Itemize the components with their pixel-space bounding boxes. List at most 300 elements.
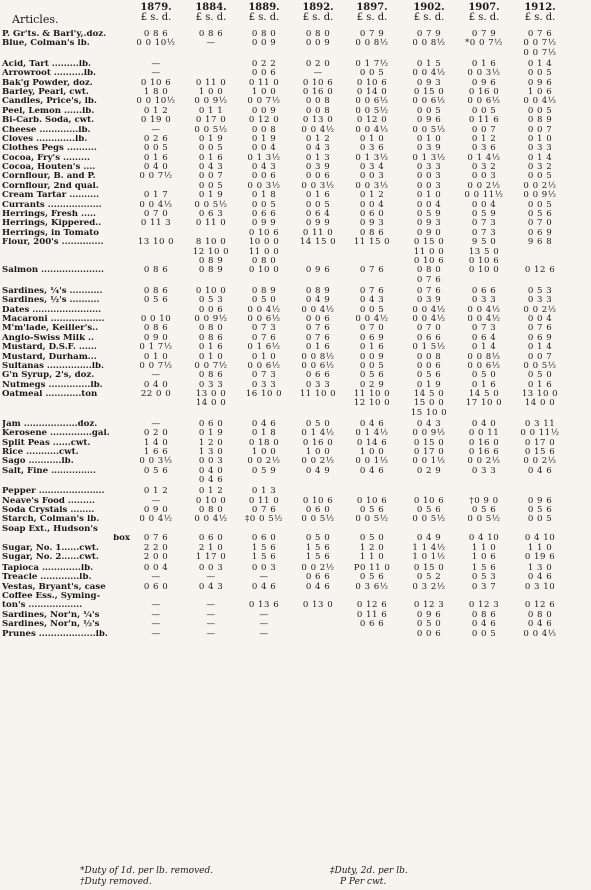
price-cell: 0 11 6 xyxy=(468,115,500,126)
price-cell: 0 0 3½ xyxy=(355,180,389,191)
price-cell: 0 0 6½ xyxy=(301,360,335,371)
price-cell: 0 3 6 xyxy=(471,143,497,154)
table-row xyxy=(0,306,591,315)
price-cell: 0 7 6 xyxy=(251,332,277,343)
price-cell: 0 0 3 xyxy=(416,171,442,182)
table-header xyxy=(0,0,591,30)
table-row xyxy=(0,553,591,564)
price-cell: 0 4 9 xyxy=(416,533,442,544)
price-cell: 1 5 6 xyxy=(251,542,277,553)
price-cell: 0 1 3 xyxy=(305,152,331,163)
article-name: Herrings, in Tomato xyxy=(2,228,99,238)
price-cell: 0 1 7½ xyxy=(139,342,173,353)
price-cell: 0 0 4½ xyxy=(301,124,335,135)
price-cell: 0 5 0 xyxy=(527,370,553,381)
price-cell: 0 12 6 xyxy=(524,600,556,611)
price-cell: 0 8 6 xyxy=(143,29,169,39)
price-cell: 0 3 3 xyxy=(471,295,497,306)
price-cell: 0 0 8 xyxy=(251,124,277,135)
price-cell: 0 6 0 xyxy=(198,533,224,544)
price-cell: 0 0 3½ xyxy=(139,456,173,467)
article-name: Anglo-Swiss Milk .. xyxy=(2,333,94,343)
price-cell: 0 9 6 xyxy=(471,77,497,88)
price-cell: 0 2 6 xyxy=(143,133,169,144)
price-cell: 0 6 6 xyxy=(471,285,497,296)
price-cell: 0 0 11½ xyxy=(520,428,560,439)
price-cell: 0 3 9 xyxy=(416,295,442,306)
price-cell: 0 0 7½ xyxy=(523,38,557,49)
article-name: Clothes Pegs .......... xyxy=(2,144,97,154)
price-cell: — xyxy=(206,628,216,639)
price-cell: 0 8 6 xyxy=(471,609,497,620)
price-cell: 0 1 6 xyxy=(527,379,553,390)
price-cell: 0 3 2½ xyxy=(412,581,446,592)
price-cell: 0 0 10 xyxy=(140,313,172,324)
price-cell: 0 5 0 xyxy=(305,418,331,429)
price-cell: 0 0 6½ xyxy=(355,96,389,107)
price-cell: 0 16 6 xyxy=(468,447,500,458)
price-cell: 0 0 2½ xyxy=(523,456,557,467)
price-cell: 0 3 3 xyxy=(198,379,224,390)
price-cell: — xyxy=(206,38,216,49)
price-cell: 0 1 4 xyxy=(527,342,553,353)
article-name: M'm'lade, Keiller's.. xyxy=(2,324,99,334)
price-cell: 11 15 0 xyxy=(353,237,391,248)
unit-heading: £ s. d. xyxy=(524,12,556,23)
price-cell: 14 5 0 xyxy=(468,389,500,400)
table-body xyxy=(0,30,591,639)
price-cell: 0 0 4½ xyxy=(412,68,446,79)
price-cell: 13 10 0 xyxy=(521,389,559,400)
price-cell: 1 0 0 xyxy=(359,447,385,458)
table-row xyxy=(0,583,591,592)
price-cell: 0 7 3 xyxy=(471,323,497,334)
price-cell: 0 4 0 xyxy=(143,162,169,173)
price-cell: 1 1 0 xyxy=(527,542,553,553)
price-cell: 1 2 0 xyxy=(198,437,224,448)
price-cell: 0 4 6 xyxy=(251,581,277,592)
price-cell: 0 12 6 xyxy=(524,265,556,276)
footnote-2: †Duty removed. xyxy=(80,877,152,887)
price-cell: 0 19 0 xyxy=(140,115,172,126)
article-name: Barley, Pearl, cwt. xyxy=(2,87,89,97)
price-cell: 0 0 11½ xyxy=(464,190,504,201)
table-row xyxy=(0,49,591,60)
price-cell: 0 0 5 xyxy=(305,199,331,210)
price-cell: 0 0 3 xyxy=(198,456,224,467)
table-row xyxy=(0,467,591,476)
article-name: Salmon ..................... xyxy=(2,266,104,276)
price-cell: 0 12 0 xyxy=(356,115,388,126)
price-cell: 0 0 6 xyxy=(305,171,331,182)
price-cell: 0 15 0 xyxy=(413,86,445,97)
price-cell: 0 3 6 xyxy=(359,143,385,154)
price-cell: 0 9 6 xyxy=(416,115,442,126)
price-cell: 0 3 3 xyxy=(527,295,553,306)
price-cell: 0 4 6 xyxy=(305,581,331,592)
price-cell: 0 0 5 xyxy=(198,180,224,191)
price-cell: 0 4 0 xyxy=(471,418,497,429)
price-cell: 0 6 6 xyxy=(251,209,277,220)
price-cell: 0 9 3 xyxy=(359,218,385,229)
table-row xyxy=(0,420,591,429)
price-cell: 0 0 2½ xyxy=(467,456,501,467)
article-name: Cornflour, 2nd qual. xyxy=(2,181,99,191)
price-cell: 0 7 6 xyxy=(416,285,442,296)
price-cell: 0 0 8 xyxy=(416,351,442,362)
price-cell: 0 1 2 xyxy=(305,133,331,144)
price-cell: — xyxy=(151,628,161,639)
price-cell: 22 0 0 xyxy=(140,389,172,400)
price-cell: 0 0 5 xyxy=(143,143,169,154)
table-row xyxy=(0,287,591,296)
price-cell: 0 4 6 xyxy=(251,418,277,429)
price-cell: 0 0 2½ xyxy=(301,456,335,467)
article-name: Cream Tartar .......... xyxy=(2,191,100,201)
article-name: Blue, Colman's lb. xyxy=(2,39,90,49)
price-cell: — xyxy=(206,609,216,620)
article-name: Starch, Colman's lb. xyxy=(2,515,100,525)
article-name: Cloves .............lb. xyxy=(2,134,88,144)
price-cell: 0 1 4½ xyxy=(467,152,501,163)
price-cell: 1 5 6 xyxy=(305,551,331,562)
table-row xyxy=(0,534,591,543)
price-cell: 0 0 8½ xyxy=(412,38,446,49)
price-cell: 0 6 0 xyxy=(143,581,169,592)
price-cell: 0 1 2 xyxy=(143,105,169,116)
price-cell: 0 1 3½ xyxy=(355,152,389,163)
table-row xyxy=(0,497,591,506)
price-cell: 0 0 6½ xyxy=(467,96,501,107)
price-cell: 0 0 6½ xyxy=(247,313,281,324)
article-name: Neave's Food ......... xyxy=(2,496,95,506)
price-cell: 0 0 3½ xyxy=(247,180,281,191)
price-cell: 0 5 9 xyxy=(471,209,497,220)
price-cell: 0 3 4 xyxy=(359,162,385,173)
table-row xyxy=(0,154,591,163)
table-row xyxy=(0,592,591,601)
article-name: Salt, Fine ............... xyxy=(2,466,96,476)
price-cell: 0 0 5½ xyxy=(467,514,501,525)
price-cell: 0 9 6 xyxy=(416,609,442,620)
price-cell: 1 8 0 xyxy=(143,86,169,97)
price-cell: 0 1 6 xyxy=(305,342,331,353)
table-row xyxy=(0,69,591,78)
price-cell: 0 8 6 xyxy=(143,265,169,276)
article-name: P. Gr'ts. & Barl'y,.doz. xyxy=(2,30,107,39)
price-cell: 0 6 6 xyxy=(416,332,442,343)
table-row xyxy=(0,381,591,390)
unit-heading: £ s. d. xyxy=(356,12,388,23)
article-name: Tapioca .............lb. xyxy=(2,563,94,573)
price-cell: 0 9 3 xyxy=(416,77,442,88)
price-cell: 0 0 11 xyxy=(468,428,500,439)
article-name: Soda Crystals ........ xyxy=(2,505,95,515)
price-cell: 0 2 0 xyxy=(305,58,331,69)
price-cell: 0 7 6 xyxy=(527,323,553,334)
price-cell: 0 0 5 xyxy=(527,514,553,525)
price-cell: 1 5 6 xyxy=(251,551,277,562)
table-row xyxy=(0,448,591,457)
price-cell: 0 4 3 xyxy=(251,162,277,173)
price-cell: 1 1 4½ xyxy=(412,542,446,553)
price-cell: 0 10 0 xyxy=(248,265,280,276)
price-cell: 0 0 4½ xyxy=(247,304,281,315)
price-cell: 0 1 6 xyxy=(471,58,497,69)
price-cell: 0 3 2 xyxy=(471,162,497,173)
price-cell: 0 2 2 xyxy=(251,58,277,69)
price-cell: 0 1 9 xyxy=(416,379,442,390)
article-name: box xyxy=(113,534,130,544)
price-cell: 0 0 9 xyxy=(251,38,277,49)
price-cell: 0 1 4 xyxy=(527,58,553,69)
price-cell: 0 0 8 xyxy=(305,105,331,116)
article-name: Rice ...........cwt. xyxy=(2,448,79,458)
price-cell: 0 0 6 xyxy=(251,171,277,182)
price-cell: 0 5 6 xyxy=(416,504,442,515)
price-cell: 0 12 3 xyxy=(413,600,445,611)
price-cell: 0 0 7 xyxy=(527,124,553,135)
price-cell: 0 0 1½ xyxy=(355,456,389,467)
price-cell: 0 0 4½ xyxy=(194,514,228,525)
table-row xyxy=(0,266,591,275)
price-cell: 0 0 5 xyxy=(416,105,442,116)
price-cell: 0 5 3 xyxy=(471,572,497,583)
article-name: Peel, Lemon ......lb. xyxy=(2,106,95,116)
unit-heading: £ s. d. xyxy=(468,12,500,23)
price-cell: 0 0 7½ xyxy=(194,360,228,371)
price-cell: 0 0 9½ xyxy=(412,428,446,439)
price-cell: 0 8 9 xyxy=(198,265,224,276)
price-cell: 0 1 3½ xyxy=(412,152,446,163)
price-cell: — xyxy=(259,628,269,639)
price-cell: 1 0 6 xyxy=(471,551,497,562)
price-cell: ‡0 0 5½ xyxy=(245,514,283,525)
price-cell: 0 0 7½ xyxy=(139,171,173,182)
price-cell: — xyxy=(151,370,161,381)
price-cell: 0 5 6 xyxy=(359,504,385,515)
article-name: Jam ..................doz. xyxy=(2,419,98,429)
price-cell: 0 7 6 xyxy=(305,332,331,343)
price-cell: 0 1 5½ xyxy=(412,342,446,353)
price-cell: 0 8 6 xyxy=(198,370,224,381)
price-cell: 0 7 6 xyxy=(359,285,385,296)
price-cell: 0 11 0 xyxy=(248,77,280,88)
price-cell: 0 0 5½ xyxy=(301,514,335,525)
article-name: Sardines, Nor'n, ¼'s xyxy=(2,610,100,620)
year-heading: 1879. xyxy=(140,2,172,13)
price-cell: 0 0 4½ xyxy=(523,96,557,107)
price-cell: 0 1 4 xyxy=(527,152,553,163)
table-row xyxy=(0,60,591,69)
price-cell: 0 9 6 xyxy=(305,265,331,276)
price-cell: 17 10 0 xyxy=(465,398,503,409)
price-cell: 11 0 0 xyxy=(248,246,280,257)
price-cell: — xyxy=(206,619,216,630)
price-cell: 0 5 6 xyxy=(527,504,553,515)
price-cell: 0 7 3 xyxy=(471,227,497,238)
article-name: Prunes ...................lb. xyxy=(2,629,108,639)
article-name: Cocoa, Houten's .... xyxy=(2,163,96,173)
price-cell: 0 0 9½ xyxy=(523,190,557,201)
price-cell: 1 1 0 xyxy=(471,542,497,553)
price-cell: 0 0 5 xyxy=(359,360,385,371)
footnote-3: ‡Duty, 2d. per lb. xyxy=(330,866,408,876)
price-cell: 0 6 0 xyxy=(198,418,224,429)
price-cell: 0 4 9 xyxy=(305,295,331,306)
price-cell: 0 1 0 xyxy=(416,133,442,144)
article-name: Bak'g Powder, doz. xyxy=(2,78,93,88)
price-cell: 0 7 0 xyxy=(527,218,553,229)
price-cell: 0 5 3 xyxy=(198,295,224,306)
price-cell: 0 13 0 xyxy=(302,600,334,611)
price-cell: — xyxy=(259,609,269,620)
price-cell: 13 5 0 xyxy=(468,246,500,257)
price-cell: 11 10 0 xyxy=(299,389,337,400)
price-cell: 0 16 0 xyxy=(468,86,500,97)
price-cell: 0 0 8½ xyxy=(355,38,389,49)
price-cell: 0 6 0 xyxy=(305,504,331,515)
price-cell: 0 0 6 xyxy=(251,68,277,79)
price-cell: 0 11 3 xyxy=(140,218,172,229)
price-cell: 0 0 3½ xyxy=(467,68,501,79)
price-cell: 0 0 7 xyxy=(527,351,553,362)
price-cell: 0 3 7 xyxy=(471,581,497,592)
price-cell: 0 10 6 xyxy=(302,495,334,506)
price-cell: 0 0 3 xyxy=(471,171,497,182)
article-name: Sardines, ¼'s ........... xyxy=(2,286,103,296)
price-cell: 0 5 0 xyxy=(359,533,385,544)
price-cell: 1 0 0 xyxy=(305,447,331,458)
table-row xyxy=(0,476,591,487)
table-row xyxy=(0,163,591,172)
price-cell: 0 9 9 xyxy=(305,218,331,229)
price-cell: 0 0 9 xyxy=(251,105,277,116)
price-cell: 0 4 6 xyxy=(359,418,385,429)
price-cell: 0 6 4 xyxy=(305,209,331,220)
price-cell: 0 0 7 xyxy=(198,171,224,182)
price-cell: 2 2 0 xyxy=(143,542,169,553)
price-cell: 0 0 5½ xyxy=(355,105,389,116)
table-row xyxy=(0,611,591,620)
price-cell: 15 0 0 xyxy=(413,398,445,409)
price-cell: 0 1 7½ xyxy=(355,58,389,69)
price-cell: 0 17 0 xyxy=(524,437,556,448)
price-cell: 0 1 0 xyxy=(359,133,385,144)
price-cell: 0 0 4½ xyxy=(523,628,557,639)
price-cell: 14 0 0 xyxy=(195,398,227,409)
article-name: G'n Syrup, 2's, doz. xyxy=(2,371,95,381)
table-row xyxy=(0,457,591,466)
price-cell: 0 1 6½ xyxy=(247,342,281,353)
price-cell: 0 8 0 xyxy=(305,29,331,39)
price-cell: 0 9 3 xyxy=(416,218,442,229)
price-cell: 0 0 3 xyxy=(359,171,385,182)
price-cell: 0 18 0 xyxy=(248,437,280,448)
price-cell: 1 0 6 xyxy=(527,86,553,97)
price-cell: 0 7 3 xyxy=(471,218,497,229)
price-cell: 0 5 9 xyxy=(251,465,277,476)
price-cell: 0 4 10 xyxy=(468,533,500,544)
price-cell: 0 7 3 xyxy=(251,323,277,334)
price-cell: 0 4 9 xyxy=(305,465,331,476)
price-cell: 0 5 6 xyxy=(359,370,385,381)
price-cell: 0 4 6 xyxy=(527,465,553,476)
price-cell: 2 0 0 xyxy=(143,551,169,562)
price-cell: 0 3 2 xyxy=(527,162,553,173)
table-row xyxy=(0,172,591,181)
table-row xyxy=(0,201,591,210)
price-cell: 0 1 2 xyxy=(198,486,224,497)
article-name: Nutmegs ..............lb. xyxy=(2,380,103,390)
article-name: Pepper ...................... xyxy=(2,487,105,497)
price-cell: 1 1 0 xyxy=(359,551,385,562)
price-cell: 0 11 0 xyxy=(248,495,280,506)
price-cell: 1 5 6 xyxy=(471,562,497,573)
article-name: Candles, Price's, lb. xyxy=(2,97,97,107)
price-cell: 0 1 9 xyxy=(198,428,224,439)
table-row xyxy=(0,88,591,97)
price-cell: 0 6 6 xyxy=(305,572,331,583)
table-row xyxy=(0,487,591,496)
price-cell: 2 1 0 xyxy=(198,542,224,553)
table-row xyxy=(0,257,591,266)
price-cell: 0 10 6 xyxy=(302,77,334,88)
price-cell: 0 10 6 xyxy=(413,255,445,266)
price-cell: 0 14 6 xyxy=(356,437,388,448)
price-cell: — xyxy=(206,600,216,611)
price-cell: 0 1 9 xyxy=(198,133,224,144)
price-cell: 1 5 6 xyxy=(305,542,331,553)
price-cell: 0 7 9 xyxy=(359,29,385,39)
price-cell: 0 7 6 xyxy=(143,533,169,544)
price-cell: 0 1 6 xyxy=(198,342,224,353)
price-cell: 0 11 0 xyxy=(302,227,334,238)
price-cell: 0 1 4½ xyxy=(355,428,389,439)
price-cell: 0 7 3 xyxy=(251,370,277,381)
table-row xyxy=(0,39,591,48)
price-cell: 0 0 4½ xyxy=(412,313,446,324)
price-cell: 0 19 6 xyxy=(524,551,556,562)
price-cell: 0 0 5½ xyxy=(194,124,228,135)
price-cell: 0 1 9 xyxy=(251,133,277,144)
price-cell: 11 10 0 xyxy=(353,389,391,400)
price-cell: 0 6 3 xyxy=(198,209,224,220)
article-name: Sago ...........lb. xyxy=(2,457,74,467)
price-cell: 0 4 3 xyxy=(416,418,442,429)
price-cell: 0 10 6 xyxy=(356,77,388,88)
article-name: Soap Ext., Hudson's xyxy=(2,524,98,534)
price-cell: 0 11 0 xyxy=(195,218,227,229)
price-cell: 0 7 9 xyxy=(471,29,497,39)
table-row xyxy=(0,390,591,399)
price-cell: 0 10 6 xyxy=(356,495,388,506)
article-name: Cornflour, B. and P. xyxy=(2,172,96,182)
price-cell: 0 8 0 xyxy=(527,609,553,620)
price-cell: 0 3 3 xyxy=(416,162,442,173)
price-cell: 0 7 9 xyxy=(416,29,442,39)
price-cell: †0 9 0 xyxy=(469,495,499,506)
table-row xyxy=(0,506,591,515)
table-row xyxy=(0,116,591,125)
price-cell: 0 3 3 xyxy=(471,465,497,476)
price-cell: 0 0 5 xyxy=(359,304,385,315)
price-cell: — xyxy=(151,609,161,620)
article-name: Herrings, Fresh ..... xyxy=(2,210,96,220)
year-heading: 1889. xyxy=(248,2,280,13)
price-cell: 0 4 6 xyxy=(527,572,553,583)
price-cell: 0 4 3 xyxy=(359,295,385,306)
